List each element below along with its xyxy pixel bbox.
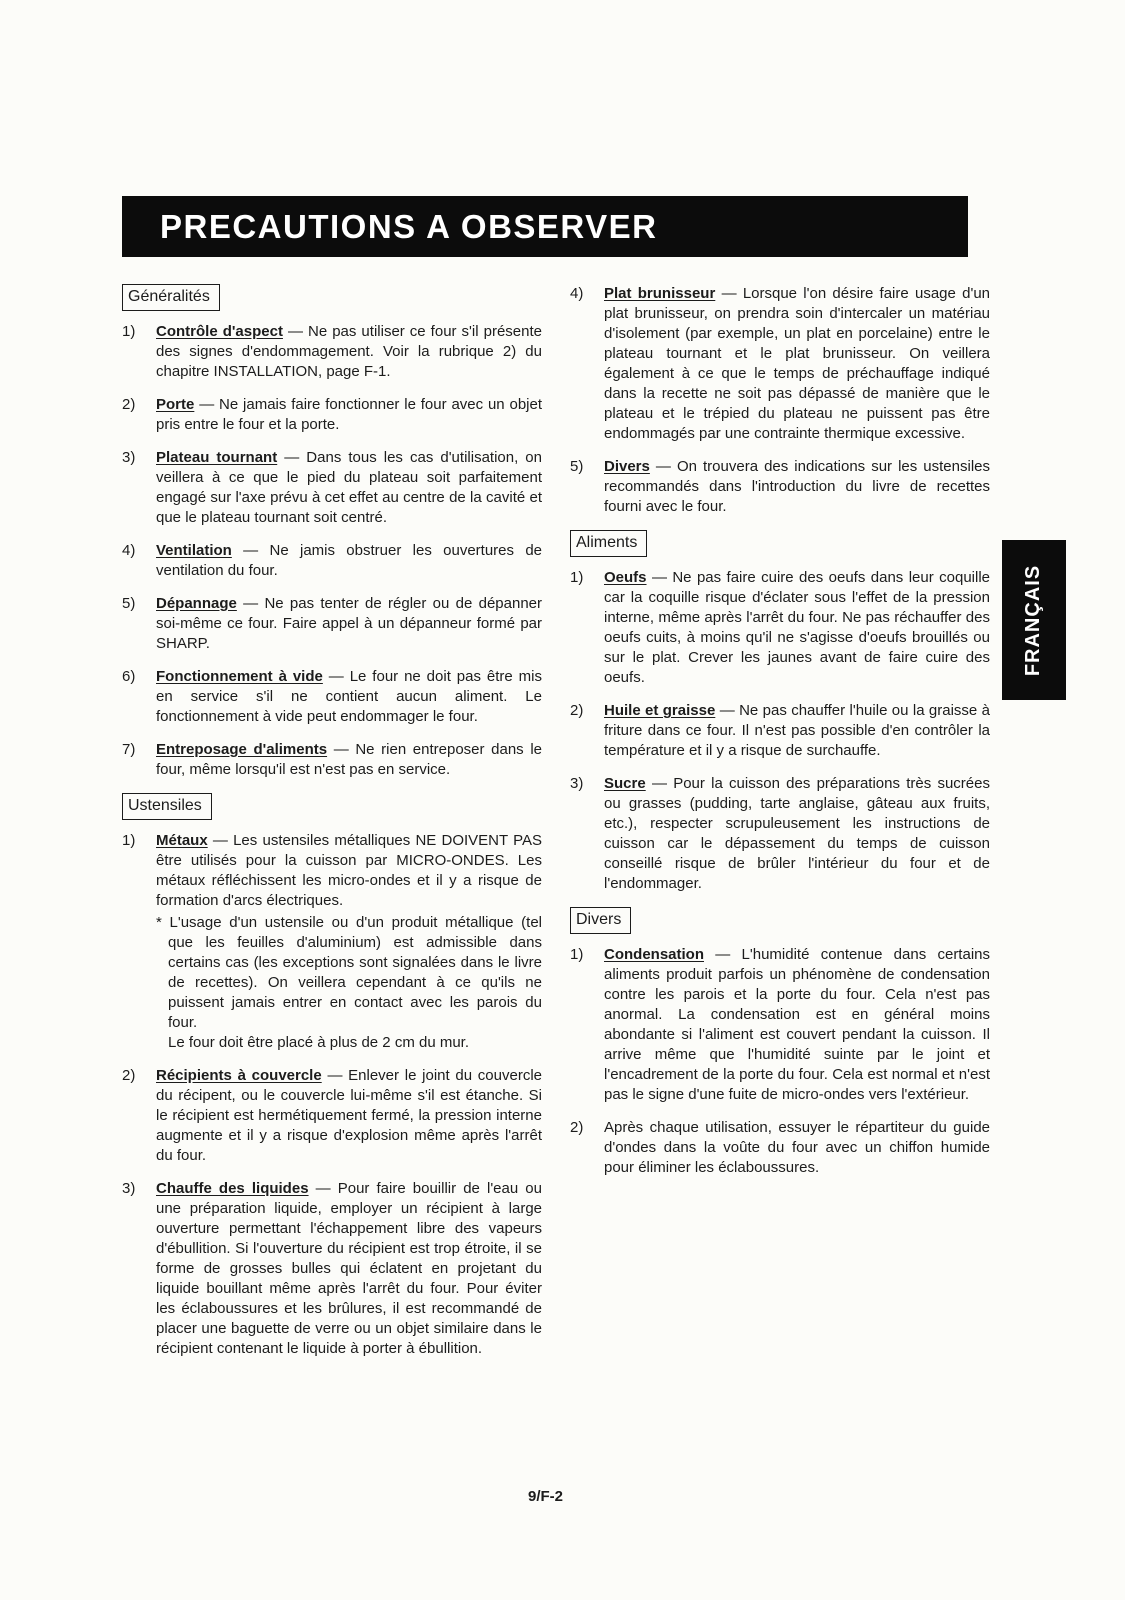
item-body (156, 831, 542, 1053)
section-generalites (122, 284, 542, 780)
item-label: Porte (156, 396, 195, 413)
list-item (122, 667, 542, 727)
item-text: — Enlever le joint du couvercle du récipent, ou le couvercle lui-même s'il est étanche. Si le récipient est hermétiquement fermé, la pression interne augmente et il y a risque d'explosion même après l'arrêt du four. (156, 1067, 543, 1164)
item-paragraph (604, 774, 990, 894)
list-item (570, 284, 990, 444)
list-item (122, 448, 542, 528)
item-label: Oeufs (604, 569, 647, 586)
item-label: Sucre (604, 775, 646, 792)
item-body (604, 1118, 990, 1178)
item-body (604, 774, 990, 894)
item-label: Plateau tournant (156, 449, 278, 466)
item-text: — Pour faire bouillir de l'eau ou une préparation liquide, employer un récipient à large ouverture permettant l'échappement libre des vapeurs d'ébullition. Si l'ouverture du récipient est trop étroite, il se forme de grosses bulles qui éclatent en projetant du liquide bouillant même après l'arrêt du four. Pour éviter les éclaboussures et les brûlures, il est recommandé de placer une baguette de verre ou un objet similaire dans le récipient contenant le liquide à porter à ébullition. (156, 1180, 542, 1357)
item-number: 1) (122, 323, 136, 340)
item-number: 4) (570, 285, 584, 302)
item-paragraph (604, 284, 990, 444)
list-item (570, 1118, 990, 1178)
item-body (604, 945, 990, 1105)
section-heading: Divers (570, 907, 631, 934)
item-text: — Pour la cuisson des préparations très sucrées ou grasses (pudding, tarte anglaise, gâteau aux fruits, etc.), respecter scrupuleusement les instructions de cuisson car le dépassement du temps de cuisson conseillé risque de brûler l'intérieur du four et de l'endommager. (604, 775, 990, 892)
item-paragraph (156, 541, 542, 581)
item-label: Récipients à couvercle (156, 1067, 322, 1084)
item-number: 5) (122, 595, 136, 612)
item-label: Métaux (156, 832, 208, 849)
section-ustensiles-continued (570, 284, 990, 517)
item-number: 7) (122, 741, 136, 758)
item-number: 2) (122, 396, 136, 413)
item-paragraph (156, 1179, 542, 1359)
item-label: Entreposage d'aliments (156, 741, 328, 758)
item-body (604, 568, 990, 688)
item-text: — Le four ne doit pas être mis en service s'il ne contient aucun aliment. Le fonctionnement à vide peut endommager le four. (156, 668, 542, 725)
item-body (156, 448, 542, 528)
two-column-layout (122, 284, 990, 1372)
metals-asterisk-note: * L'usage d'un ustensile ou d'un produit métallique (tel que les feuilles d'aluminium) est admissible dans certains cas (les exceptions sont signalées dans le livre de recettes). On veillera cependant à ce qu'ils ne puissent jamais entrer en contact avec les parois du four. (156, 914, 542, 1031)
list-item (122, 541, 542, 581)
item-label: Fonctionnement à vide (156, 668, 323, 685)
list-item (122, 322, 542, 382)
item-number: 6) (122, 668, 136, 685)
list-item (122, 395, 542, 435)
item-body (604, 701, 990, 761)
item-paragraph (604, 1118, 990, 1178)
section-ustensiles (122, 793, 542, 1359)
item-label: Dépannage (156, 595, 237, 612)
item-label: Huile et graisse (604, 702, 716, 719)
page-title-banner (122, 196, 968, 257)
item-paragraph (156, 831, 542, 911)
page-title: PRECAUTIONS A OBSERVER (160, 207, 658, 245)
item-number: 5) (570, 458, 584, 475)
item-number: 4) (122, 542, 136, 559)
list-item (122, 1179, 542, 1359)
item-paragraph (156, 594, 542, 654)
item-paragraph (604, 568, 990, 688)
section-divers (570, 907, 990, 1178)
item-number: 3) (122, 1180, 136, 1197)
list-item (570, 457, 990, 517)
item-paragraph (604, 945, 990, 1105)
item-paragraph (604, 457, 990, 517)
list-item (122, 831, 542, 1053)
item-body (156, 1066, 542, 1166)
item-body (156, 740, 542, 780)
item-label: Contrôle d'aspect (156, 323, 283, 340)
item-text: — Ne jamais faire fonctionner le four avec un objet pris entre le four et la porte. (156, 396, 543, 433)
list-item (570, 701, 990, 761)
item-paragraph (156, 448, 542, 528)
item-text: — Lorsque l'on désire faire usage d'un plat brunisseur, on prendra soin d'intercaler un matériau d'isolement (par exemple, un plat en porcelaine) entre le plateau tournant et le plat brunisseur. On veillera également à ce que le temps de préchauffage indiqué dans la recette ne soit pas dépassé de manière que le plateau et le trépied du plateau ne puissent pas être endommagés par une contrainte thermique excessive. (604, 285, 990, 442)
item-number: 1) (570, 946, 584, 963)
item-paragraph (604, 701, 990, 761)
item-label: Plat brunisseur (604, 285, 716, 302)
item-number: 2) (122, 1067, 136, 1084)
item-paragraph (156, 1066, 542, 1166)
item-number: 2) (570, 1119, 584, 1136)
item-paragraph (156, 395, 542, 435)
list-item (570, 945, 990, 1105)
list-item (122, 1066, 542, 1166)
item-text: — Dans tous les cas d'utilisation, on veillera à ce que le pied du plateau soit parfaitement engagé sur l'axe prévu à cet effet au centre de la cavité et que le plateau tournant soit centré. (156, 449, 542, 526)
item-label: Ventilation (156, 542, 232, 559)
item-text: — Ne pas chauffer l'huile ou la graisse à friture dans ce four. Il n'est pas possible d'en contrôler la température et il y a risque de surchauffe. (604, 702, 990, 759)
column-left (122, 284, 542, 1372)
item-paragraph (156, 740, 542, 780)
item-body (156, 594, 542, 654)
section-heading: Ustensiles (122, 793, 212, 820)
item-body (156, 667, 542, 727)
item-body (156, 541, 542, 581)
item-number: 2) (570, 702, 584, 719)
item-text: — Les ustensiles métalliques NE DOIVENT PAS être utilisés pour la cuisson par MICRO-ONDES. Les métaux réfléchissent les micro-ondes et il y a risque de formation d'arcs électriques. (156, 832, 542, 909)
metals-wall-note: Le four doit être placé à plus de 2 cm du mur. (168, 1034, 470, 1051)
section-heading: Aliments (570, 530, 647, 557)
item-text: Après chaque utilisation, essuyer le répartiteur du guide d'ondes dans la voûte du four avec un chiffon humide pour éliminer les éclaboussures. (604, 1119, 990, 1176)
column-right (570, 284, 990, 1372)
item-number: 3) (122, 449, 136, 466)
item-body (156, 322, 542, 382)
item-label: Condensation (604, 946, 704, 963)
item-text: — Ne jamis obstruer les ouvertures de ventilation du four. (156, 542, 543, 579)
section-heading: Généralités (122, 284, 220, 311)
list-item (570, 774, 990, 894)
item-paragraph (156, 322, 542, 382)
item-body (156, 1179, 542, 1359)
item-paragraph (156, 667, 542, 727)
item-body (604, 284, 990, 444)
item-number: 1) (122, 832, 136, 849)
language-tab (1002, 540, 1066, 700)
item-label: Divers (604, 458, 650, 475)
item-text: — Ne pas faire cuire des oeufs dans leur coquille car la coquille risque d'éclater sous l'effet de la pression interne, même après l'arrêt du four. Ne pas réchauffer des oeufs cuits, à moins qu'il ne s'agisse d'oeufs brouillés ou sur le plat. Crever les jaunes avant de faire cuire des oeufs. (604, 569, 991, 686)
list-item (122, 594, 542, 654)
page-number: 9/F-2 (528, 1488, 564, 1505)
list-item (122, 740, 542, 780)
list-item (570, 568, 990, 688)
item-number: 1) (570, 569, 584, 586)
language-tab-label: FRANÇAIS (1022, 564, 1045, 676)
item-body (156, 395, 542, 435)
item-label: Chauffe des liquides (156, 1180, 309, 1197)
item-text: — Ne pas utiliser ce four s'il présente des signes d'endommagement. Voir la rubrique 2) du chapitre INSTALLATION, page F-1. (156, 323, 542, 380)
item-text: — Ne pas tenter de régler ou de dépanner soi-même ce four. Faire appel à un dépanneur formé par SHARP. (156, 595, 542, 652)
section-aliments (570, 530, 990, 894)
item-body (604, 457, 990, 517)
item-text: — L'humidité contenue dans certains aliments produit parfois un phénomène de condensation contre les parois et la porte du four. Cela n'est pas anormal. La condensation est en général moins abondante si l'aliment est couvert pendant la cuisson. Il arrive même que l'humidité suinte par le joint et l'encadrement de la porte du four. Cela est normal et n'est pas le signe d'une fuite de micro-ondes vers l'extérieur. (604, 946, 990, 1103)
item-text: — On trouvera des indications sur les ustensiles recommandés dans l'introduction du livre de recettes fourni avec le four. (604, 458, 991, 515)
item-text: — Ne rien entreposer dans le four, même lorsqu'il est n'est pas en service. (156, 741, 542, 778)
item-number: 3) (570, 775, 584, 792)
